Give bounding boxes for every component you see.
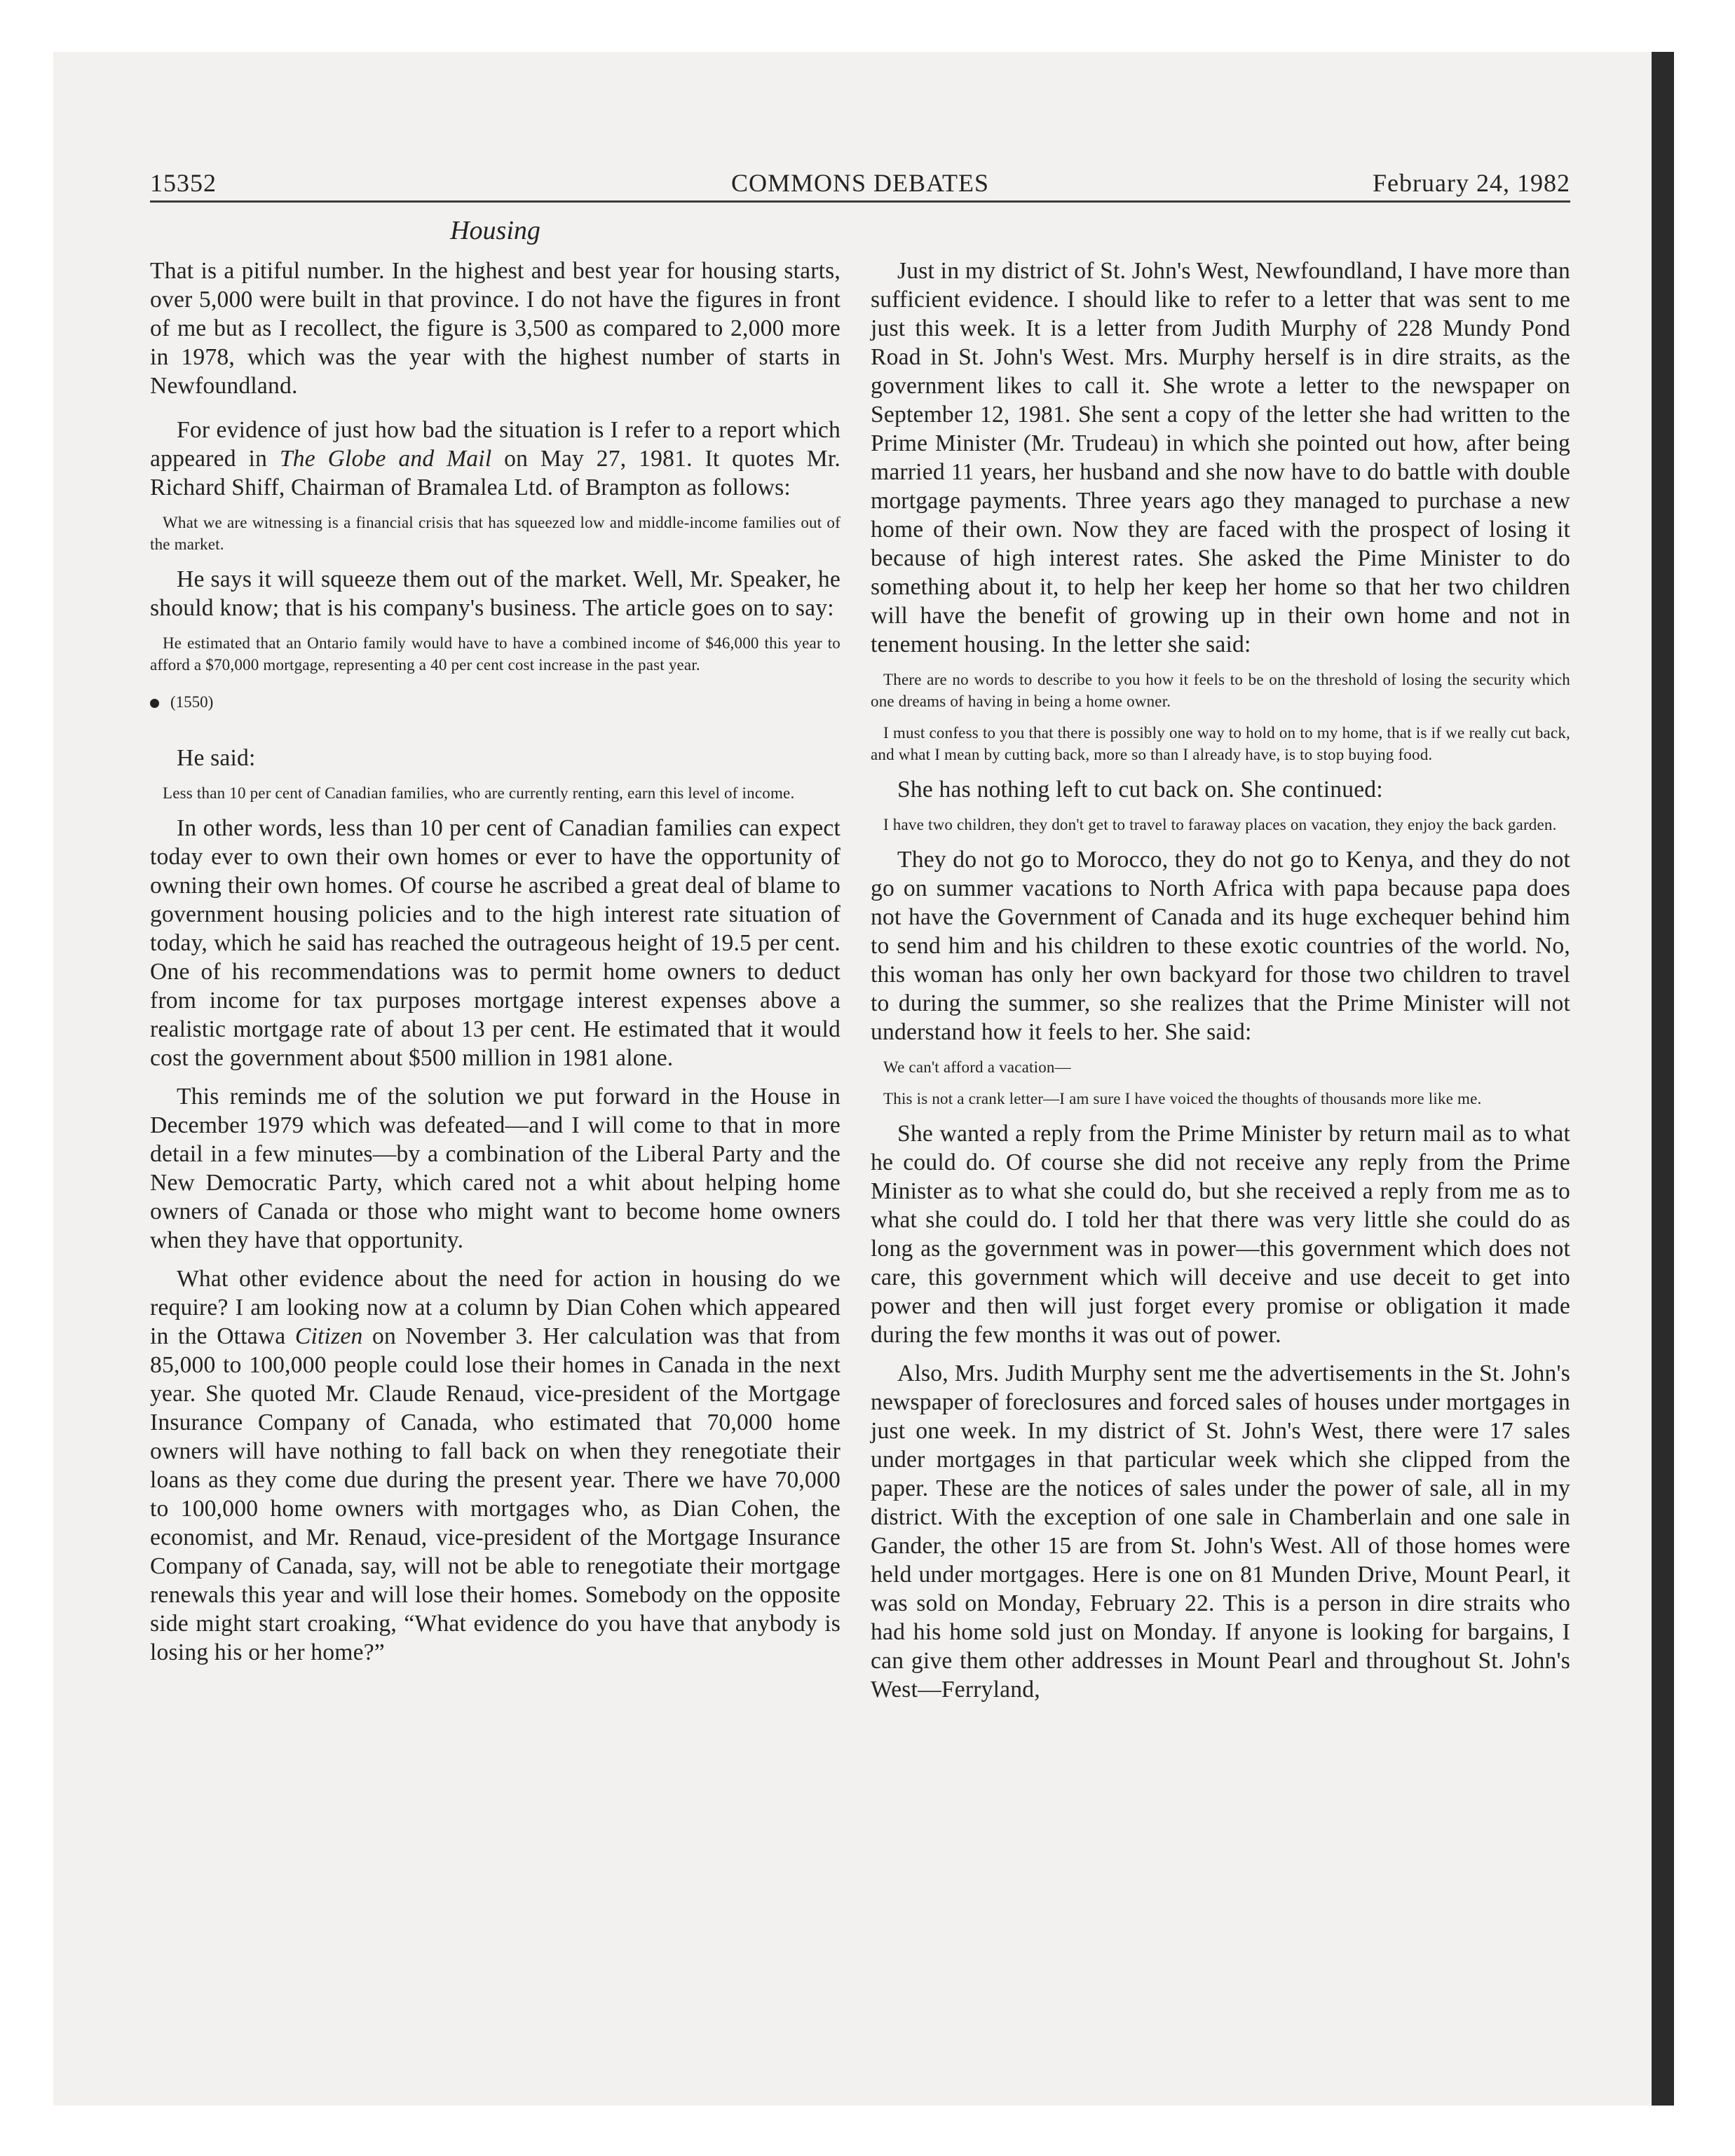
- paragraph: He said:: [177, 745, 256, 771]
- paragraph: She wanted a reply from the Prime Minister by return mail as to what he could do. Of course she did not receive any reply from the Prime Minister as to what she could do, but she received a reply from me as to what she could do. I told her that there was very little she could do as long as the government was in power—this government which does not care, this government which will deceive and use deceit to get into power and then will just forget every promise or obligation it made during the few months it was out of power.: [871, 1121, 1570, 1348]
- page-header: [150, 165, 1570, 203]
- block-quote: I have two children, they don't get to travel to faraway places on vacation, they enjoy the back garden.: [883, 816, 1557, 833]
- time-marker: (1550): [150, 691, 841, 713]
- paragraph: What other evidence about the need for action in housing do we require? I am looking now at a column by Dian Cohen which appeared in the Ottawa Citizen on November 3. Her calculation was that from 85,000 to 100,000 people could lose their homes in Canada in the next year. She quoted Mr. Claude Renaud, vice-president of the Mortgage Insurance Company of Canada, who estimated that 70,000 home owners will have nothing to fall back on when they renegotiate their loans as they come due during the present year. There we have 70,000 to 100,000 home owners with mortgages who, as Dian Cohen, the economist, and Mr. Renaud, vice-president of the Mortgage Insurance Company of Canada, say, will not be able to renegotiate their mortgage renewals this year and will lose their homes. Somebody on the opposite side might start croaking, “What evidence do you have that anybody is losing his or her home?”: [150, 1266, 841, 1665]
- paragraph: Just in my district of St. John's West, Newfoundland, I have more than sufficient evidence. I should like to refer to a letter that was sent to me just this week. It is a letter from Judith Murphy of 228 Mundy Pond Road in St. John's West. Mrs. Murphy herself is in dire straits, as the government likes to call it. She wrote a letter to the newspaper on September 12, 1981. She sent a copy of the letter she had written to the Prime Minister (Mr. Trudeau) in which she pointed out how, after being married 11 years, her husband and she now have to do battle with double mortgage payments. Three years ago they managed to purchase a new home of their own. Now they are faced with the prospect of losing it because of high interest rates. She asked the Pime Minister to do something about it, to help her keep her home so that her two children will have the benefit of growing up in their own home and not in tenement housing. In the letter she said:: [871, 258, 1570, 657]
- paragraph: This reminds me of the solution we put forward in the House in December 1979 which was defeated—and I will come to that in more detail in a few minutes—by a combination of the Liberal Party and the New Democratic Party, which cared not a whit about helping home owners of Canada or those who might want to become home owners when they have that opportunity.: [150, 1084, 841, 1253]
- publication-title: COMMONS DEBATES: [730, 169, 990, 197]
- section-title: Housing: [450, 216, 540, 245]
- left-column: [150, 257, 841, 1667]
- block-quote: We can't afford a vacation—: [883, 1058, 1071, 1076]
- block-quote: What we are witnessing is a financial crisis that has squeezed low and middle-income families out of the market.: [150, 514, 841, 553]
- paragraph: She has nothing left to cut back on. She continued:: [897, 777, 1383, 803]
- paragraph: Also, Mrs. Judith Murphy sent me the advertisements in the St. John's newspaper of foreclosures and forced sales of houses under mortgages in just one week. In my district of St. John's West, there were 17 sales under mortgages in that particular week which she clipped from the paper. These are the notices of sales under the power of sale, all in my district. With the exception of one sale in Chamberlain and one sale in Gander, the other 15 are from St. John's West. All of those homes were held under mortgages. Here is one on 81 Munden Drive, Mount Pearl, it was sold on Monday, February 22. This is a person in dire straits who had his home sold just on Monday. If anyone is looking for bargains, I can give them other addresses in Mount Pearl and throughout St. John's West—Ferryland,: [871, 1360, 1570, 1703]
- page-number: 15352: [150, 169, 217, 197]
- block-quote: This is not a crank letter—I am sure I have voiced the thoughts of thousands more like me.: [883, 1090, 1482, 1107]
- block-quote: Less than 10 per cent of Canadian families, who are currently renting, earn this level of income.: [163, 784, 795, 802]
- paragraph: In other words, less than 10 per cent of Canadian families can expect today ever to own their own homes or ever to have the opportunity of owning their own homes. Of course he ascribed a great deal of blame to government housing policies and to the high interest rate situation of today, which he said has reached the outrageous height of 19.5 per cent. One of his recommendations was to permit home owners to deduct from income for tax purposes mortgage interest expenses above a realistic mortgage rate of about 13 per cent. He estimated that it would cost the government about $500 million in 1981 alone.: [150, 815, 841, 1071]
- paragraph: He says it will squeeze them out of the market. Well, Mr. Speaker, he should know; that is his company's business. The article goes on to say:: [150, 566, 841, 621]
- paragraph: For evidence of just how bad the situation is I refer to a report which appeared in The Globe and Mail on May 27, 1981. It quotes Mr. Richard Shiff, Chairman of Bramalea Ltd. of Brampton as follows:: [150, 417, 841, 500]
- scan-edge-shadow: [1652, 52, 1674, 2106]
- right-column: [871, 257, 1570, 1704]
- block-quote: He estimated that an Ontario family would have to have a combined income of $46,000 this year to afford a $70,000 mortgage, representing a 40 per cent cost increase in the past year.: [150, 634, 841, 674]
- paragraph: That is a pitiful number. In the highest and best year for housing starts, over 5,000 were built in that province. I do not have the figures in front of me but as I recollect, the figure is 3,500 as compared to 2,000 more in 1978, which was the year with the highest number of starts in Newfoundland.: [150, 258, 841, 399]
- block-quote: There are no words to describe to you how it feels to be on the threshold of losing the security which one dreams of having in being a home owner.: [871, 671, 1570, 710]
- bullet-icon: [150, 699, 159, 708]
- block-quote: I must confess to you that there is possibly one way to hold on to my home, that is if we really cut back, and what I mean by cutting back, more so than I already have, is to stop buying food.: [871, 724, 1570, 763]
- publication-date: February 24, 1982: [1373, 169, 1570, 197]
- paragraph: They do not go to Morocco, they do not go to Kenya, and they do not go on summer vacations to North Africa with papa because papa does not have the Government of Canada and its huge exchequer behind him to send him and his children to these exotic countries of the world. No, this woman has only her own backyard for those two children to travel to during the summer, so she realizes that the Prime Minister will not understand how it feels to her. She said:: [871, 847, 1570, 1045]
